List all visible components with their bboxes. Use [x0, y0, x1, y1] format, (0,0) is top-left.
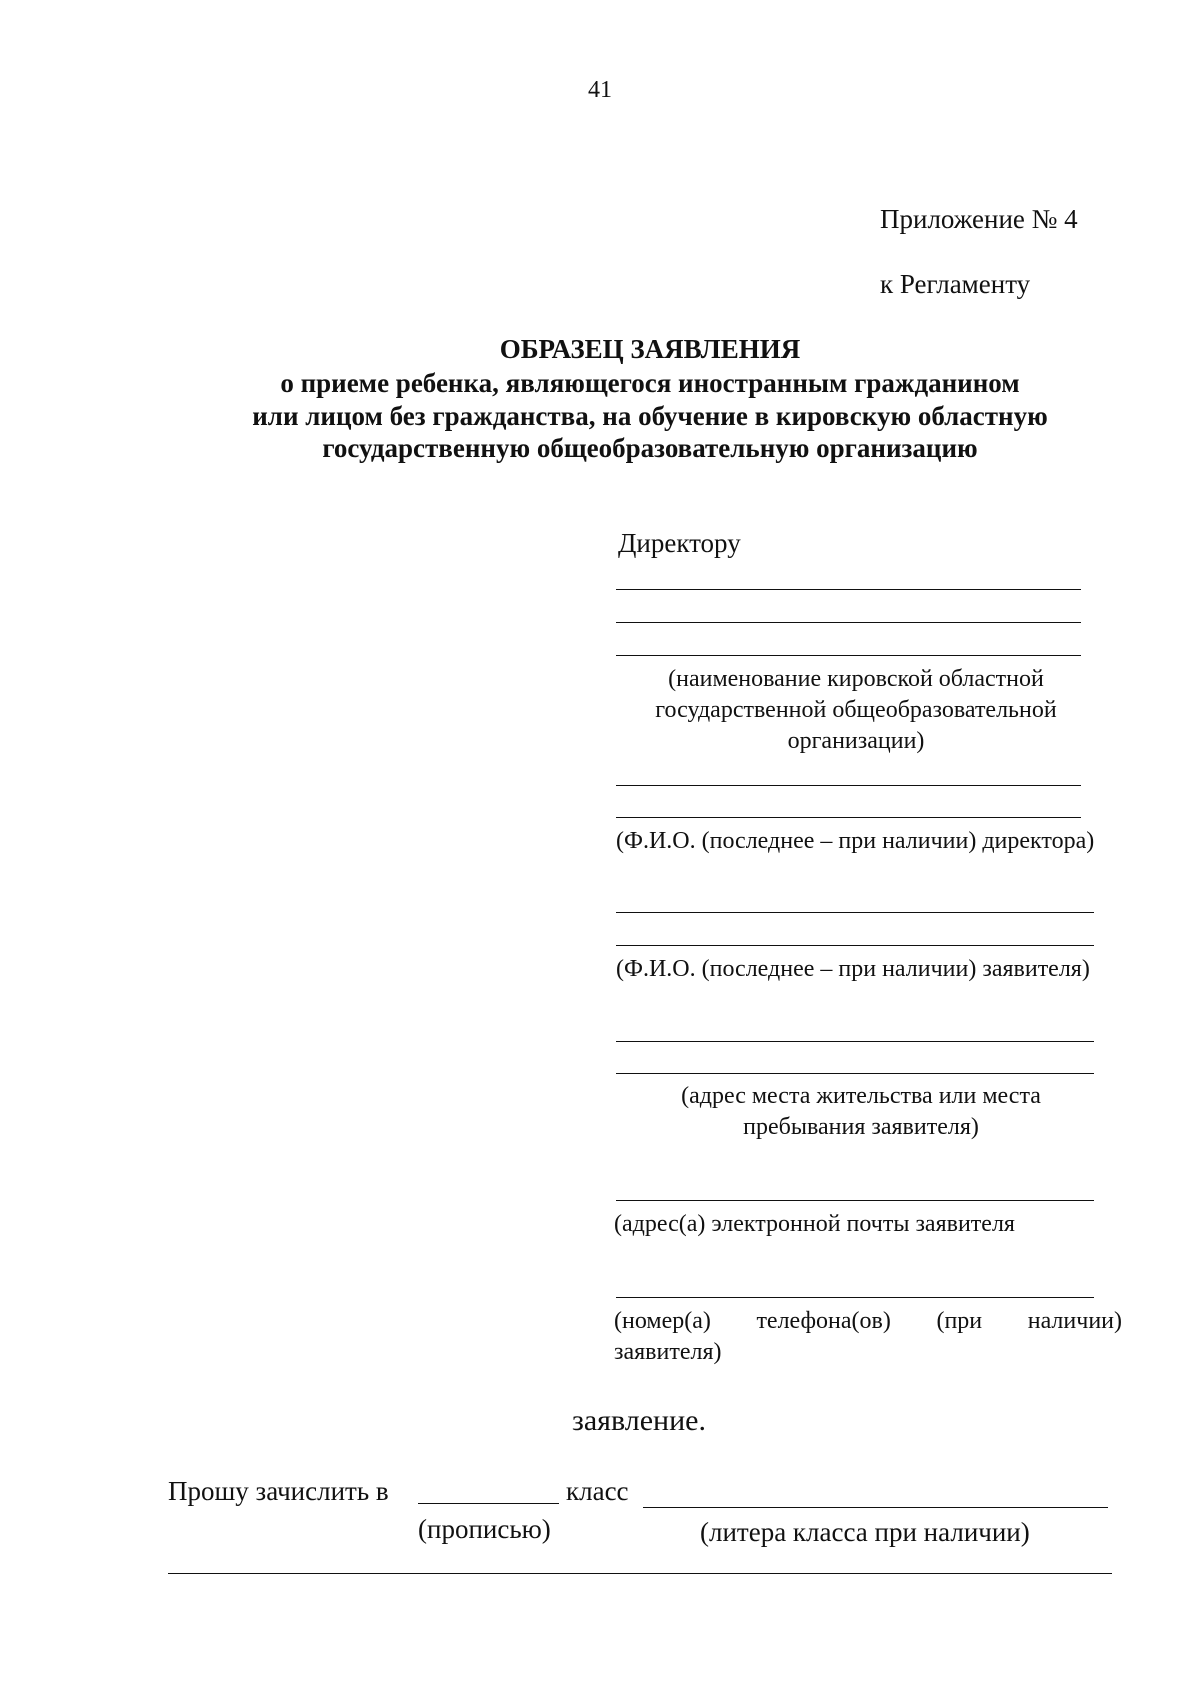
email-caption: (адрес(а) электронной почты заявителя — [614, 1211, 1015, 1237]
blank-line-director-2 — [616, 817, 1081, 818]
blank-class-letter — [643, 1507, 1108, 1508]
blank-line-org-3 — [616, 655, 1081, 656]
document-heading: ОБРАЗЕЦ ЗАЯВЛЕНИЯ — [499, 334, 801, 364]
class-word: класс — [566, 1476, 629, 1506]
caption-in-words: (прописью) — [418, 1514, 551, 1544]
address-caption-line-1: (адрес места жительства или места — [681, 1083, 1041, 1109]
request-prefix: Прошу зачислить в — [168, 1476, 389, 1506]
org-caption-line-1: (наименование кировской областной — [668, 666, 1044, 692]
applicant-name-caption: (Ф.И.О. (последнее – при наличии) заявителя) — [616, 956, 1090, 982]
document-subtitle-line-2: или лицом без гражданства, на обучение в кировскую областную — [252, 401, 1048, 431]
blank-line-email — [616, 1200, 1094, 1201]
blank-line-org-1 — [616, 589, 1081, 590]
blank-line-phone — [616, 1297, 1094, 1298]
blank-line-org-2 — [616, 622, 1081, 623]
document-subtitle-line-1: о приеме ребенка, являющегося иностранным гражданином — [280, 368, 1020, 398]
blank-line-director-1 — [616, 785, 1081, 786]
blank-line-applicant-1 — [616, 912, 1094, 913]
blank-line-address-1 — [616, 1041, 1094, 1042]
page-number: 41 — [588, 77, 612, 103]
caption-class-letter: (литера класса при наличии) — [700, 1517, 1030, 1547]
blank-line-full-width — [168, 1573, 1112, 1574]
phone-caption-word: (при — [936, 1308, 983, 1334]
document-subtitle-line-3: государственную общеобразовательную организацию — [322, 433, 978, 463]
appendix-number: Приложение № 4 — [880, 204, 1078, 234]
org-caption-line-3: организации) — [787, 728, 925, 754]
statement-title: заявление. — [572, 1404, 706, 1437]
addressee-director-label: Директору — [618, 528, 741, 558]
blank-line-applicant-2 — [616, 945, 1094, 946]
org-caption-line-2: государственной общеобразовательной — [655, 697, 1057, 723]
phone-caption-line-2: заявителя) — [614, 1339, 722, 1365]
phone-caption-word: телефона(ов) — [756, 1308, 891, 1334]
appendix-reference: к Регламенту — [880, 269, 1031, 299]
phone-caption-line-1 — [614, 1306, 1122, 1336]
director-name-caption: (Ф.И.О. (последнее – при наличии) директора) — [616, 828, 1095, 854]
blank-line-address-2 — [616, 1073, 1094, 1074]
phone-caption-word: (номер(а) — [614, 1308, 711, 1334]
address-caption-line-2: пребывания заявителя) — [743, 1114, 979, 1140]
blank-class-number — [418, 1503, 559, 1504]
phone-caption-word: наличии) — [1027, 1308, 1122, 1334]
